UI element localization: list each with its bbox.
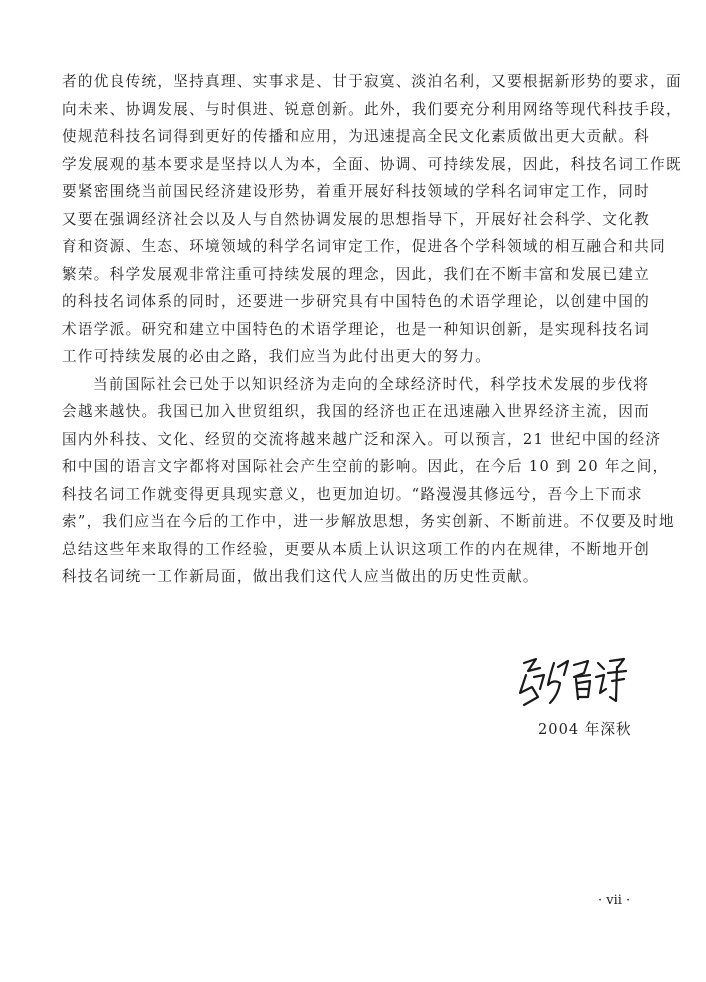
paragraph-1 [62,68,682,371]
body-text [62,68,682,591]
text-line: 会越来越快。我国已加入世贸组织，我国的经济也正在迅速融入世界经济主流，因而 [62,403,651,420]
text-line: 繁荣。科学发展观非常注重可持续发展的理念，因此，我们在不断丰富和发展已建立 [62,265,651,283]
text-line: 使规范科技名词得到更好的传播和应用，为迅速提高全民文化素质做出更大贡献。科 [62,128,651,145]
text-line: 术语学派。研究和建立中国特色的术语学理论，也是一种知识创新，是实现科技名词 [62,320,651,338]
text-line: 向未来、协调发展、与时俱进、锐意创新。此外，我们要充分利用网络等现代科技手段， [62,100,682,118]
text-line: 者的优良传统，坚持真理、实事求是、甘于寂寞、淡泊名利，又要根据新形势的要求，面 [62,73,682,90]
text-line: 索”，我们应当在今后的工作中，进一步解放思想，务实创新、不断前进。不仅要及时地 [62,513,675,530]
text-line: 的科技名词体系的同时，还要进一步研究具有中国特色的术语学理论，以创建中国的 [62,293,651,310]
text-line: 和中国的语言文字都将对国际社会产生空前的影响。因此，在今后 10 到 20 年之间， [62,458,669,475]
text-line: 国内外科技、文化、经贸的交流将越来越广泛和深入。可以预言，21 世纪中国的经济 [62,430,662,448]
handwritten-signature [514,653,634,715]
text-line: 总结这些年来取得的工作经验，更要从本质上认识这项工作的内在规律，不断地开创 [62,540,651,558]
text-line: 育和资源、生态、环境领域的科学名词审定工作，促进各个学科领域的相互融合和共同 [62,238,666,255]
text-line: 科技名词工作就变得更具现实意义，也更加迫切。“路漫漫其修远兮，吾今上下而求 [62,485,643,503]
text-line: 科技名词统一工作新局面，做出我们这代人应当做出的历史性贡献。 [62,568,539,585]
text-line: 当前国际社会已处于以知识经济为走向的全球经济时代，科学技术发展的步伐将 [93,375,650,393]
text-line: 学发展观的基本要求是坚持以人为本，全面、协调、可持续发展，因此，科技名词工作既 [62,155,682,173]
text-line: 工作可持续发展的必由之路，我们应当为此付出更大的努力。 [62,348,492,365]
paragraph-2 [62,371,675,591]
text-line: 又要在强调经济社会以及人与自然协调发展的思想指导下，开展好社会科学、文化教 [62,210,651,228]
page-number: · vii · [598,893,631,908]
text-line: 要紧密围绕当前国民经济建设形势，着重开展好科技领域的学科名词审定工作，同时 [62,183,651,200]
date: 2004 年深秋 [538,721,632,738]
